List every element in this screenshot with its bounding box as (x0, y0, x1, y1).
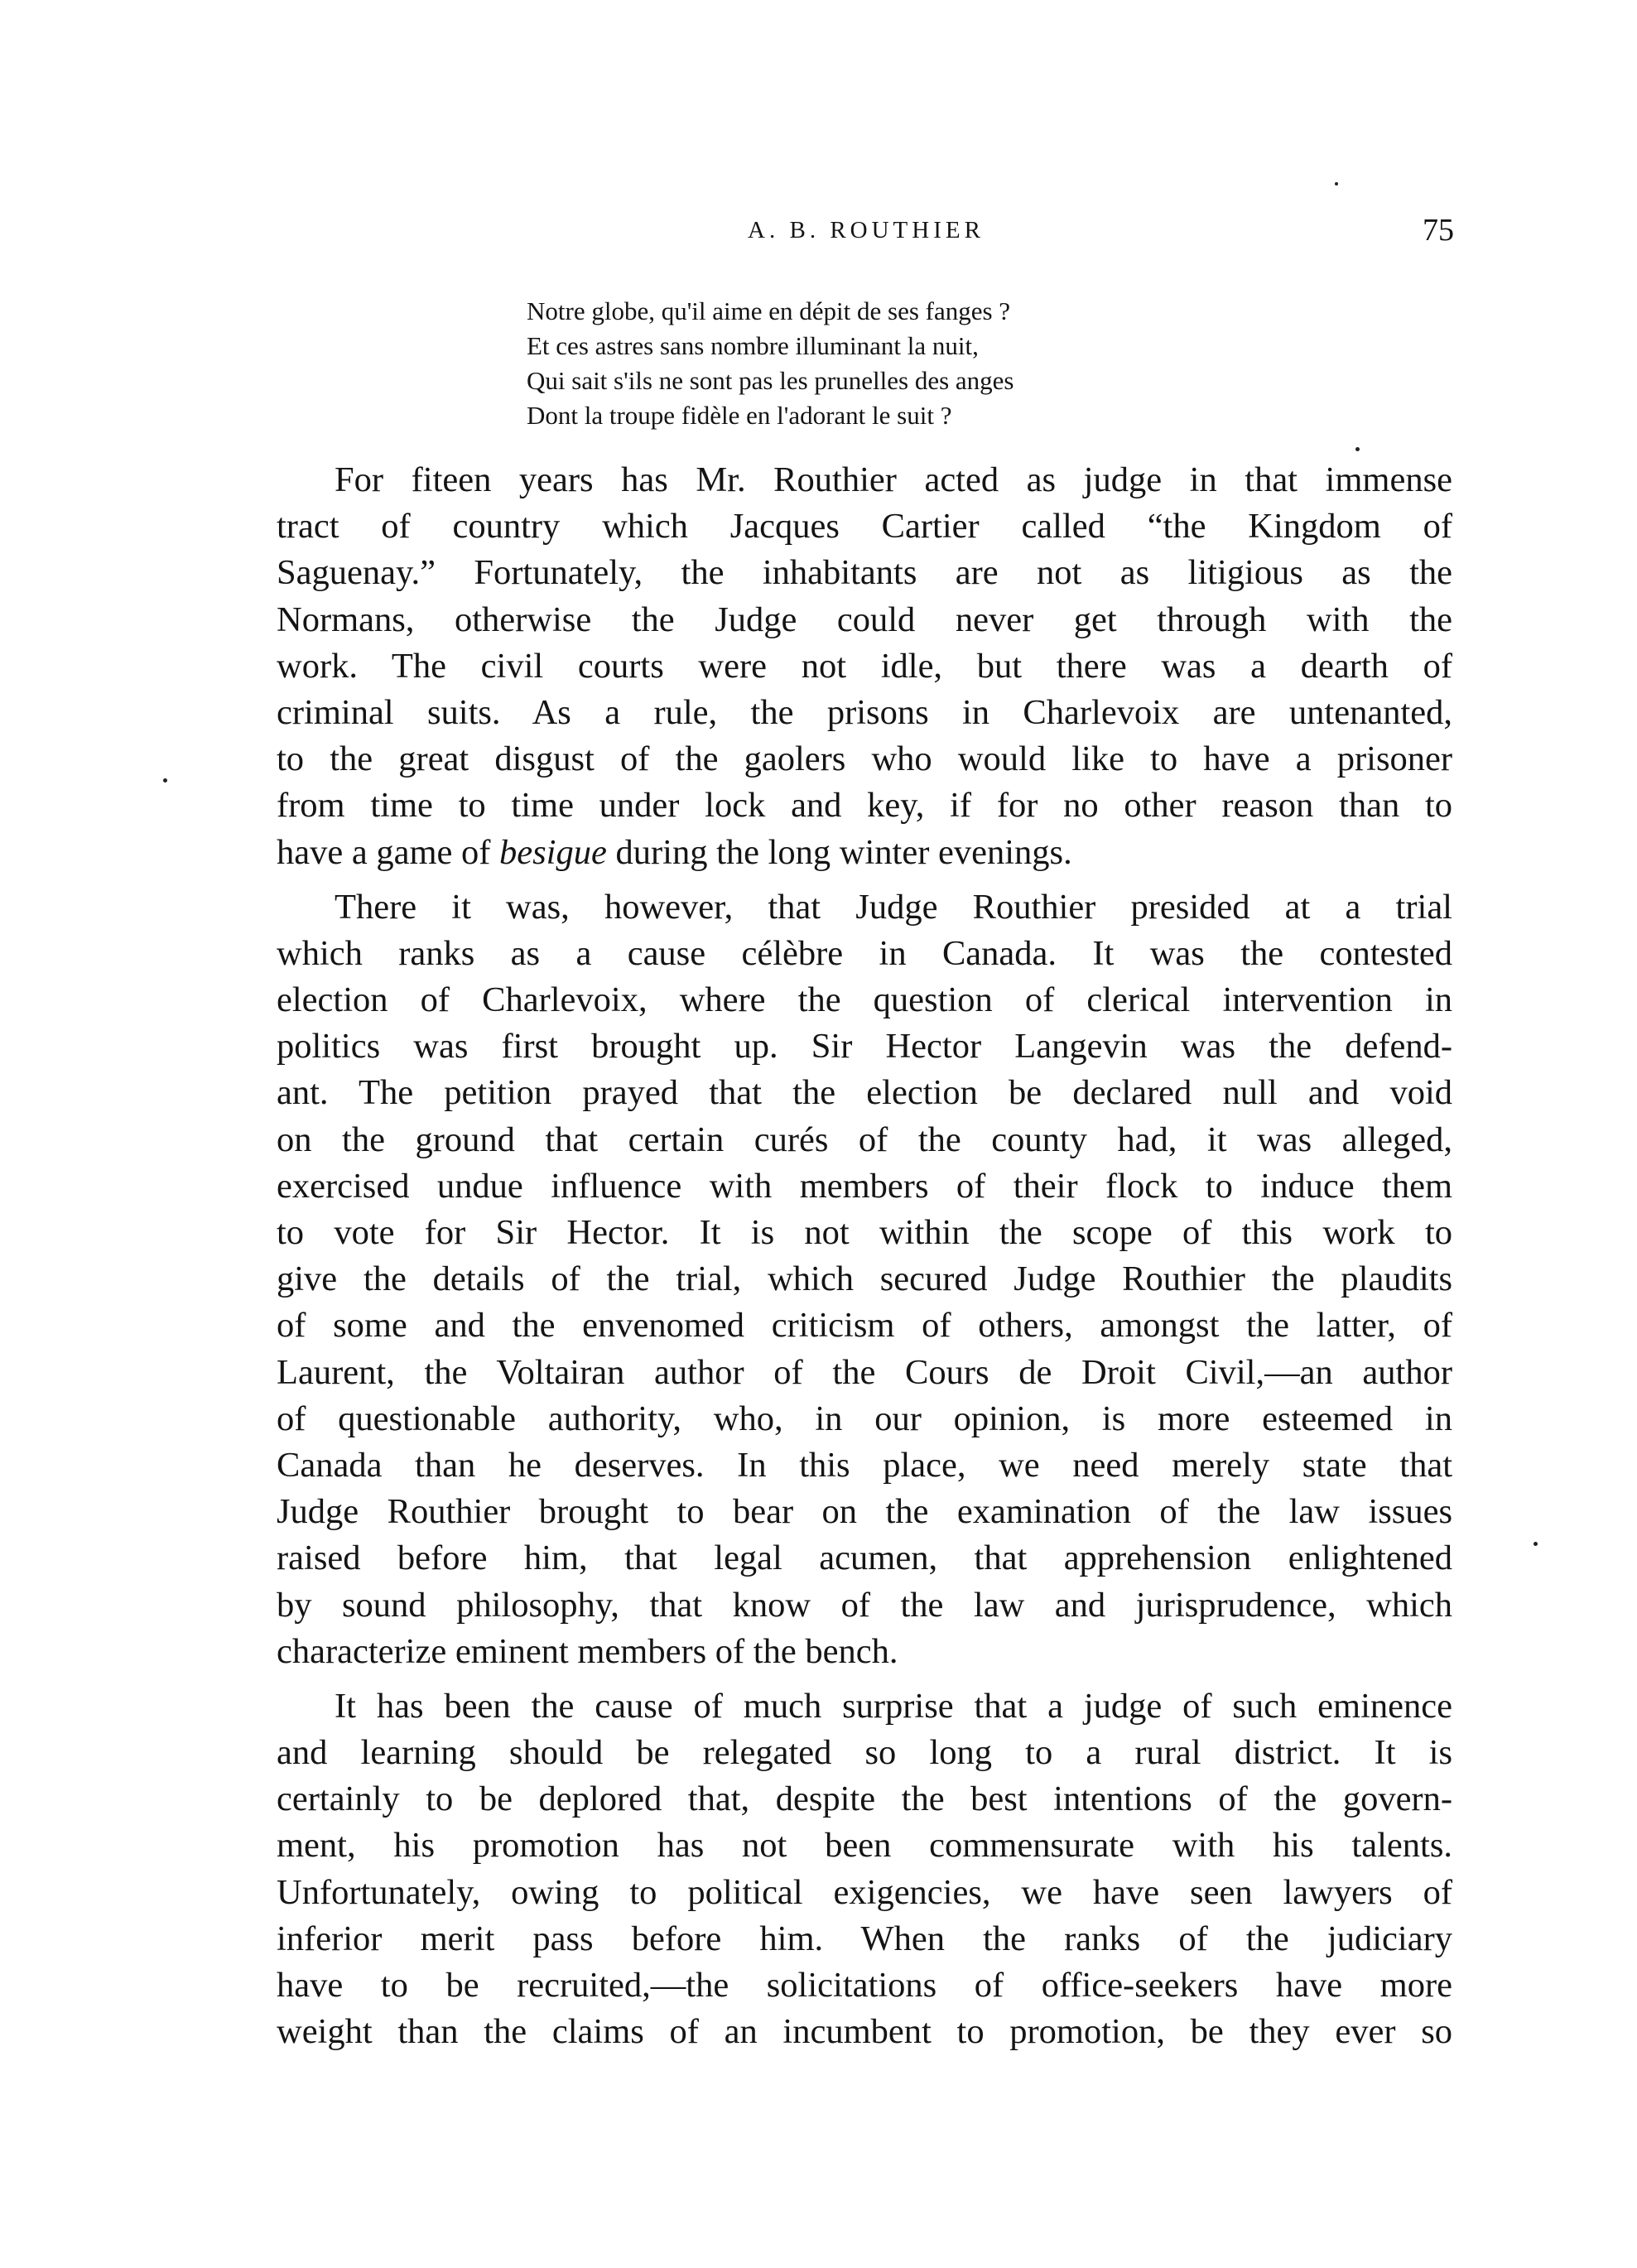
text-line: to the great disgust of the gaolers who would like to have a prisoner (277, 739, 1452, 779)
text-line: Canada than he deserves. In this place, we need merely state that (277, 1445, 1452, 1485)
scan-speck (1335, 182, 1338, 185)
text-line: work. The civil courts were not idle, but there was a dearth of (277, 646, 1452, 686)
text-line: Unfortunately, owing to political exigencies, we have seen lawyers of (277, 1872, 1452, 1912)
text-line: Normans, otherwise the Judge could never get through with the (277, 600, 1452, 639)
page-number: 75 (1423, 213, 1454, 248)
text-line: on the ground that certain curés of the county had, it was alleged, (277, 1120, 1452, 1159)
poem-line: Dont la troupe fidèle en l'adorant le suit ? (527, 401, 952, 430)
text-line: tract of country which Jacques Cartier called “the Kingdom of (277, 507, 1452, 547)
text-line: raised before him, that legal acumen, that apprehension enlightened (277, 1538, 1452, 1578)
scan-speck (1355, 447, 1360, 451)
text-line: characterize eminent members of the bench. (277, 1631, 898, 1671)
text-line: ment, his promotion has not been commensurate with his talents. (277, 1826, 1452, 1866)
text-line: from time to time under lock and key, if for no other reason than to (277, 786, 1452, 826)
text-line: ant. The petition prayed that the election be declared null and void (277, 1073, 1452, 1113)
text-line: and learning should be relegated so long to a rural district. It is (277, 1733, 1452, 1773)
poem-line: Notre globe, qu'il aime en dépit de ses fanges ? (527, 296, 1011, 325)
text-line: criminal suits. As a rule, the prisons in Charlevoix are untenanted, (277, 692, 1452, 732)
text-line: exercised undue influence with members of their flock to induce them (277, 1166, 1452, 1206)
text-line: of questionable authority, who, in our opinion, is more esteemed in (277, 1399, 1452, 1438)
text-line: of some and the envenomed criticism of others, amongst the latter, of (277, 1306, 1452, 1346)
text-line: weight than the claims of an incumbent to promotion, be they ever so (277, 2012, 1452, 2052)
paragraph-3 (277, 1683, 1452, 2056)
text-line: There it was, however, that Judge Routhier presided at a trial (335, 887, 1452, 927)
text-line: give the details of the trial, which secured Judge Routhier the plaudits (277, 1259, 1452, 1299)
scan-speck (1533, 1542, 1538, 1546)
text-line: certainly to be deplored that, despite the best intentions of the govern- (277, 1779, 1452, 1819)
text-line: by sound philosophy, that know of the law and jurisprudence, which (277, 1585, 1452, 1625)
paragraph-1 (277, 457, 1452, 876)
text-line: For fiteen years has Mr. Routhier acted as judge in that immense (335, 460, 1452, 499)
text-line: inferior merit pass before him. When the ranks of the judiciary (277, 1919, 1452, 1958)
page-header (278, 213, 1454, 257)
body-text (277, 457, 1452, 2055)
scan-speck (163, 778, 167, 782)
paragraph-2 (277, 884, 1452, 1675)
text-line: Judge Routhier brought to bear on the examination of the law issues (277, 1492, 1452, 1532)
text-line: which ranks as a cause célèbre in Canada. It was the contested (277, 933, 1452, 973)
poem-line: Qui sait s'ils ne sont pas les prunelles des anges (527, 366, 1014, 395)
text-line: politics was first brought up. Sir Hector Langevin was the defend- (277, 1027, 1452, 1067)
poem-line: Et ces astres sans nombre illuminant la nuit, (527, 331, 979, 360)
text-line: have to be recruited,—the solicitations of office-seekers have more (277, 1966, 1452, 2005)
text-line: Laurent, the Voltairan author of the Cours de Droit Civil,—an author (277, 1352, 1452, 1392)
text-line: It has been the cause of much surprise that a judge of such eminence (335, 1686, 1452, 1726)
text-line: election of Charlevoix, where the question of clerical intervention in (277, 980, 1452, 1020)
running-head: A. B. ROUTHIER (748, 217, 985, 243)
text-line: have a game of besigue during the long winter evenings. (277, 832, 1072, 872)
poem-quotation (527, 294, 1189, 433)
text-line: Saguenay.” Fortunately, the inhabitants are not as litigious as the (277, 553, 1452, 593)
text-line: to vote for Sir Hector. It is not within the scope of this work to (277, 1213, 1452, 1252)
